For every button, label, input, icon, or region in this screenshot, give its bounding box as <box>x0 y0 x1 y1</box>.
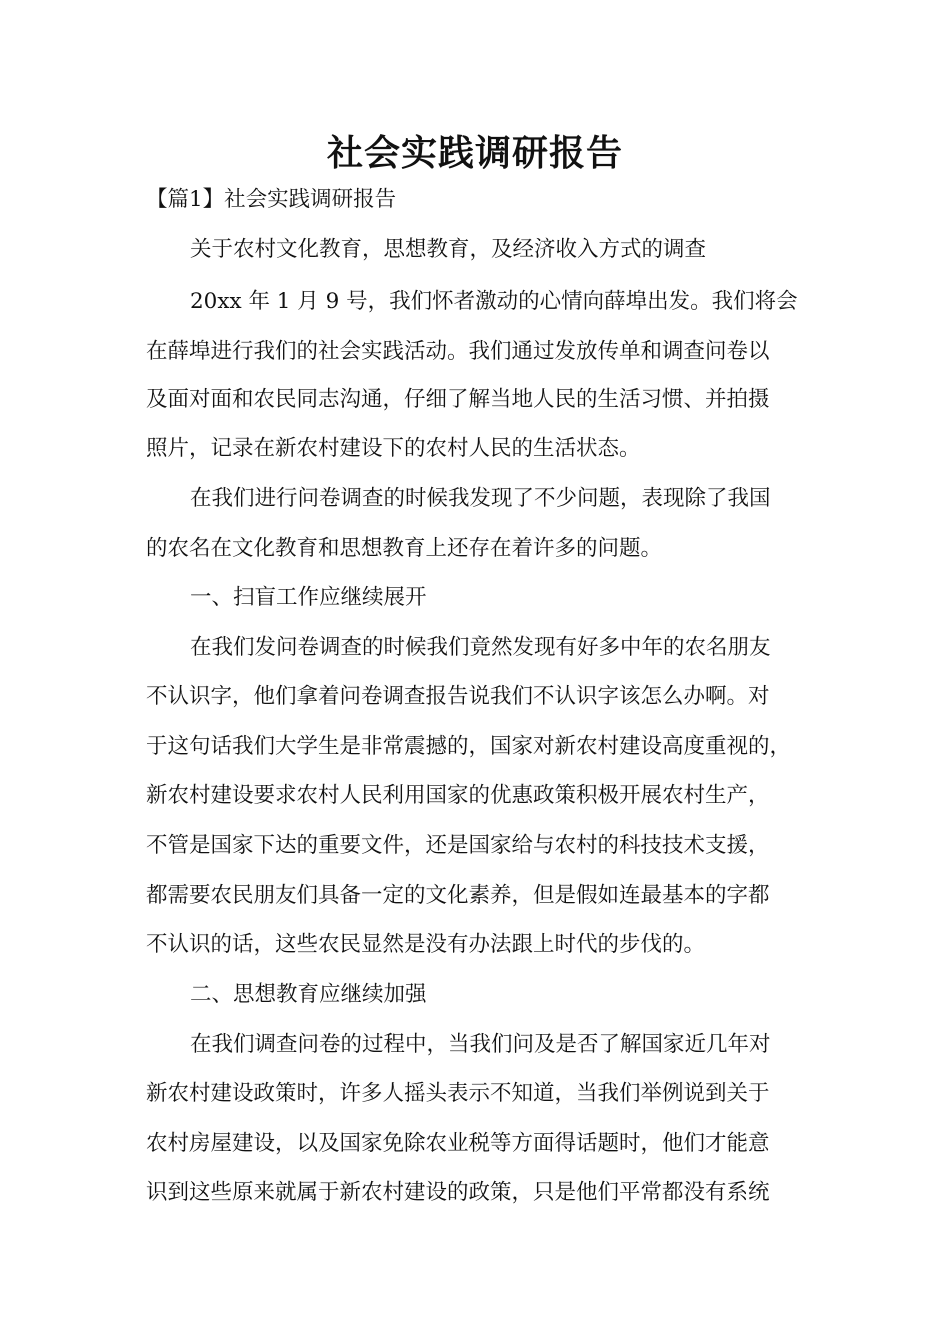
section-heading: 【篇1】社会实践调研报告 <box>146 187 397 212</box>
paragraph-line: 的农名在文化教育和思想教育上还存在着许多的问题。 <box>146 536 663 561</box>
page-title: 社会实践调研报告 <box>326 133 623 174</box>
paragraph-line: 20xx 年 1 月 9 号，我们怀者激动的心情向薛埠出发。我们将会 <box>190 289 798 314</box>
paragraph-line: 新农村建设要求农村人民利用国家的优惠政策积极开展农村生产， <box>146 783 770 808</box>
section-subheading: 二、思想教育应继续加强 <box>190 982 427 1007</box>
paragraph-line: 于这句话我们大学生是非常震撼的，国家对新农村建设高度重视的， <box>146 734 792 759</box>
paragraph-line: 不认识字，他们拿着问卷调查报告说我们不认识字该怎么办啊。对 <box>146 684 770 709</box>
paragraph-line: 照片，记录在新农村建设下的农村人民的生活状态。 <box>146 436 641 461</box>
paragraph-line: 在薛埠进行我们的社会实践活动。我们通过发放传单和调查问卷以 <box>146 339 770 364</box>
paragraph-line: 在我们调查问卷的过程中，当我们问及是否了解国家近几年对 <box>190 1032 771 1057</box>
paragraph-line: 不认识的话，这些农民显然是没有办法跟上时代的步伐的。 <box>146 932 706 957</box>
paragraph-line: 在我们进行问卷调查的时候我发现了不少问题，表现除了我国 <box>190 486 771 511</box>
section-subheading: 一、扫盲工作应继续展开 <box>190 585 427 610</box>
paragraph-line: 在我们发问卷调查的时候我们竟然发现有好多中年的农名朋友 <box>190 635 771 660</box>
paragraph-line: 识到这些原来就属于新农村建设的政策，只是他们平常都没有系统 <box>146 1180 770 1205</box>
paragraph-line: 及面对面和农民同志沟通，仔细了解当地人民的生活习惯、并拍摄 <box>146 387 770 412</box>
paragraph-line: 不管是国家下达的重要文件，还是国家给与农村的科技技术支援， <box>146 833 770 858</box>
subtitle-line: 关于农村文化教育，思想教育，及经济收入方式的调查 <box>190 237 707 262</box>
paragraph-line: 都需要农民朋友们具备一定的文化素养，但是假如连最基本的字都 <box>146 883 770 908</box>
paragraph-line: 新农村建设政策时，许多人摇头表示不知道，当我们举例说到关于 <box>146 1081 770 1106</box>
paragraph-line: 农村房屋建设，以及国家免除农业税等方面得话题时，他们才能意 <box>146 1131 770 1156</box>
